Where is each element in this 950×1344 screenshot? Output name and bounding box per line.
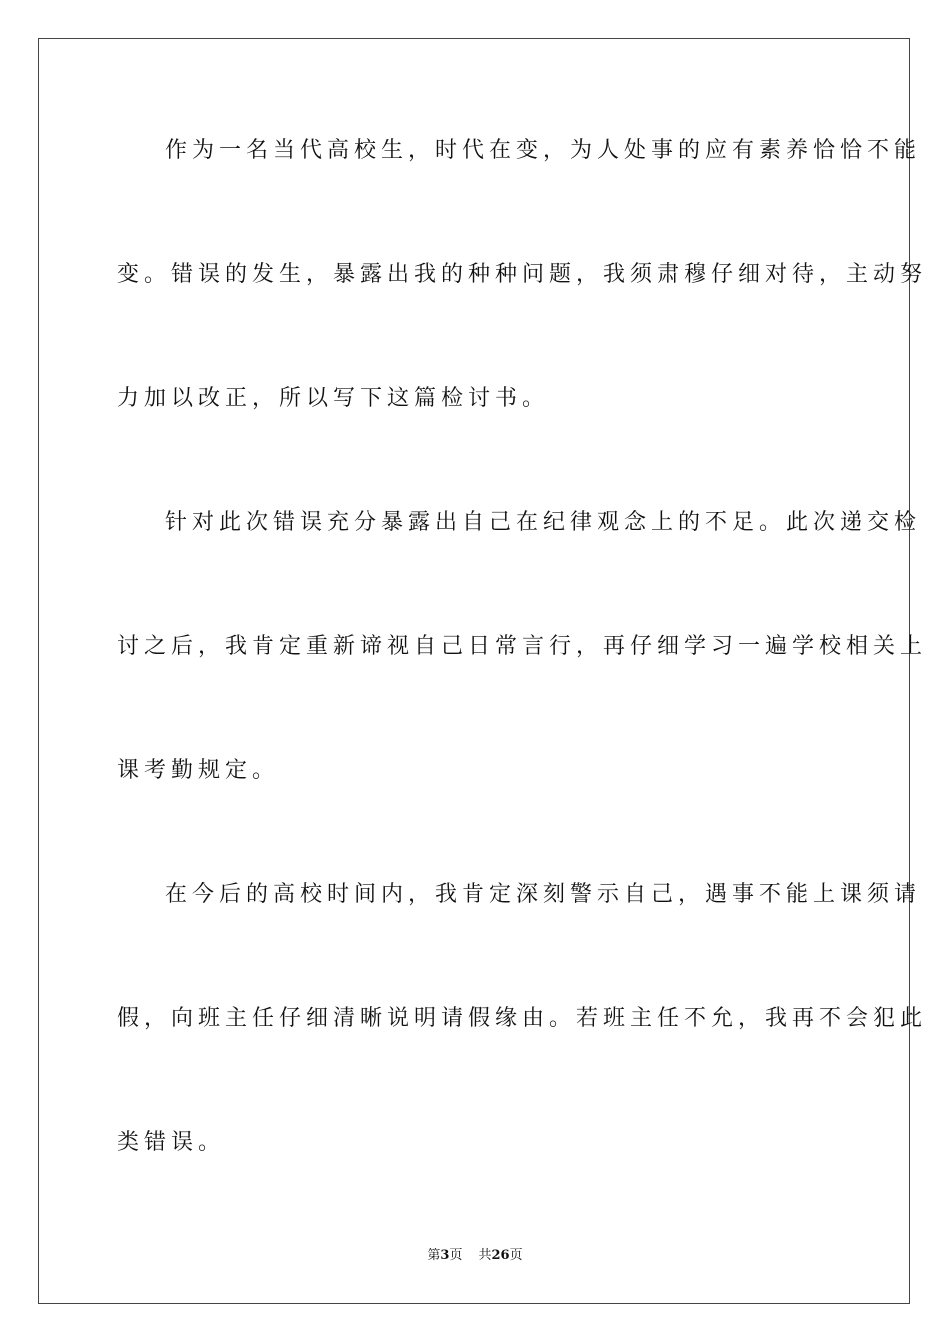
page-suffix: 页 (449, 1248, 463, 1263)
page-footer (0, 1247, 950, 1265)
paragraph-2-line-2: 讨之后，我肯定重新谛视自己日常言行，再仔细学习一遍学校相关上 (117, 634, 928, 659)
paragraph-3-line-2: 假，向班主任仔细清晰说明请假缘由。若班主任不允，我再不会犯此 (117, 1006, 928, 1031)
total-prefix: 共 (478, 1248, 492, 1263)
paragraph-1-line-3: 力加以改正，所以写下这篇检讨书。 (117, 386, 550, 411)
total-pages: 26 (491, 1248, 510, 1263)
total-suffix: 页 (509, 1248, 523, 1263)
paragraph-3-line-1: 在今后的高校时间内，我肯定深刻警示自己，遇事不能上课须请 (165, 882, 922, 907)
paragraph-2-line-1: 针对此次错误充分暴露出自己在纪律观念上的不足。此次递交检 (165, 510, 922, 535)
paragraph-1-line-2: 变。错误的发生，暴露出我的种种问题，我须肃穆仔细对待，主动努 (117, 262, 928, 287)
page-border (38, 38, 928, 1304)
paragraph-3-line-3: 类错误。 (117, 1130, 226, 1155)
paragraph-1-line-1: 作为一名当代高校生，时代在变，为人处事的应有素养恰恰不能 (165, 138, 922, 163)
page-prefix: 第 (427, 1248, 441, 1263)
paragraph-2-line-3: 课考勤规定。 (117, 758, 280, 783)
page-number: 3 (440, 1248, 450, 1263)
